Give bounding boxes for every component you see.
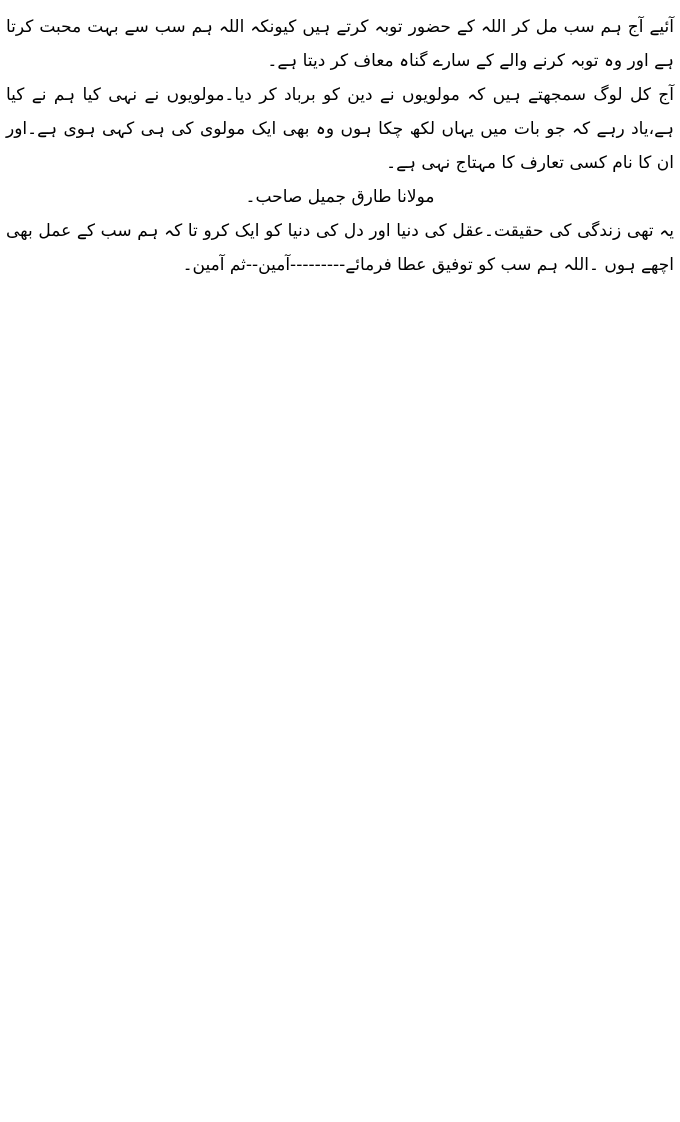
paragraph-scholars: آج کل لوگ سمجھتے ہیں کہ مولویوں نے دین کو برباد کر دیا۔مولویوں نے نہی کیا ہم نے کیا ہے،یاد رہے کہ جو بات میں یہاں لکھ چکا ہوں وہ بھی ایک مولوی کی ہی کہی ہوی ہے۔اور ان کا نام کسی تعارف کا مہتاج نہی ہے۔	[6, 85, 674, 173]
paragraph-closing: یہ تھی زندگی کی حقیقت۔عقل کی دنیا اور دل کی دنیا کو ایک کرو تا کہ ہم سب کے عمل بھی اچھے ہوں ۔اللہ ہم سب کو توفیق عطا فرمائے---------آمین--ثم آمین۔	[6, 221, 674, 275]
attribution: مولانا طارق جمیل صاحب۔	[245, 187, 435, 207]
document-body	[6, 10, 674, 282]
paragraph-repentance: آئیے آج ہم سب مل کر اللہ کے حضور توبہ کرتے ہیں کیونکہ اللہ ہم سب سے بہت محبت کرتا ہے اور وہ توبہ کرنے والے کے سارے گناہ معاف کر دیتا ہے۔	[6, 17, 674, 71]
